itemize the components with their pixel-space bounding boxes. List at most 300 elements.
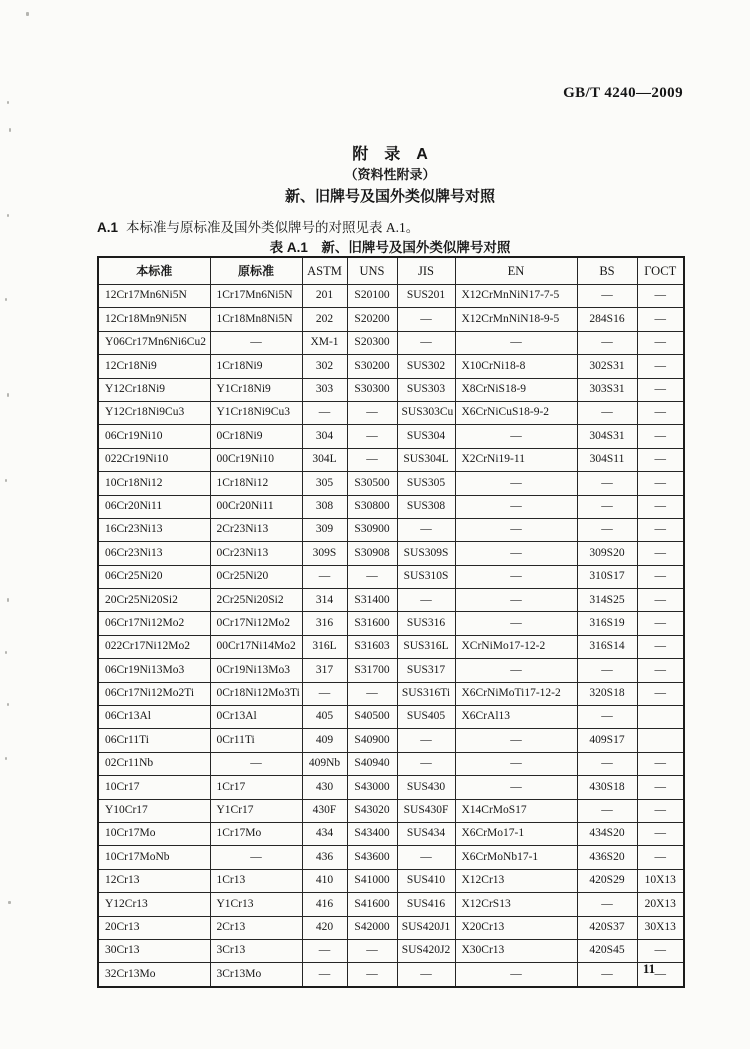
table-cell: 02Cr11Nb [98,752,210,775]
table-cell: 309S [302,542,347,565]
scan-speck [5,479,7,482]
table-cell: — [397,308,455,331]
table-cell: — [637,331,684,354]
table-cell: 2Cr13 [210,916,302,939]
table-cell: SUS304L [397,448,455,471]
table-cell: 06Cr11Ti [98,729,210,752]
table-cell: — [302,565,347,588]
table-row [98,893,684,916]
table-cell: S40900 [347,729,397,752]
table-cell: 06Cr23Ni13 [98,542,210,565]
table-cell: — [210,331,302,354]
header-cell-0: 本标准 [98,257,210,285]
table-row [98,869,684,892]
table-cell: — [347,565,397,588]
table-cell: SUS405 [397,706,455,729]
table-cell: 302 [302,355,347,378]
table-cell: 420S29 [577,869,637,892]
table-cell: S31603 [347,635,397,658]
table-cell: 320S18 [577,682,637,705]
table-cell: SUS420J1 [397,916,455,939]
table-cell: — [637,308,684,331]
table-cell: 303 [302,378,347,401]
table-cell: X6CrNiCuS18-9-2 [455,401,577,424]
table-cell: 420 [302,916,347,939]
table-cell: — [455,425,577,448]
table-cell: 2Cr25Ni20Si2 [210,589,302,612]
table-cell: — [577,285,637,308]
table-row [98,355,684,378]
table-cell: Y06Cr17Mn6Ni6Cu2 [98,331,210,354]
table-cell: S40940 [347,752,397,775]
table-cell: SUS420J2 [397,939,455,962]
table-cell: S20100 [347,285,397,308]
table-cell: — [455,776,577,799]
table-cell: X30Cr13 [455,939,577,962]
table-cell: XCrNiMo17-12-2 [455,635,577,658]
table-cell: 310S17 [577,565,637,588]
scan-speck [5,651,7,654]
table-cell: — [577,331,637,354]
table-cell: 316S19 [577,612,637,635]
table-cell: — [637,822,684,845]
scan-speck [7,598,9,602]
table-cell: 305 [302,472,347,495]
table-cell: — [577,472,637,495]
table-cell: X14CrMoS17 [455,799,577,822]
table-caption: 表 A.1 新、旧牌号及国外类似牌号对照 [269,240,511,255]
table-cell: 06Cr20Ni11 [98,495,210,518]
table-cell: 1Cr18Ni12 [210,472,302,495]
header-cell-6: BS [577,257,637,285]
table-cell: — [577,401,637,424]
header-cell-3: UNS [347,257,397,285]
table-row [98,308,684,331]
table-cell: 12Cr18Ni9 [98,355,210,378]
table-cell: — [637,589,684,612]
table-cell: 022Cr17Ni12Mo2 [98,635,210,658]
table-cell: X6CrMo17-1 [455,822,577,845]
scan-speck [5,757,7,760]
table-cell: SUS201 [397,285,455,308]
table-cell: 06Cr17Ni12Mo2 [98,612,210,635]
table-cell: 434 [302,822,347,845]
table-cell: — [302,682,347,705]
scan-speck [7,214,9,217]
table-cell: 20X13 [637,893,684,916]
table-cell: — [637,846,684,869]
table-cell: — [455,518,577,541]
table-cell: 409Nb [302,752,347,775]
table-cell: 1Cr17Mo [210,822,302,845]
table-cell: 0Cr23Ni13 [210,542,302,565]
table-cell: — [210,846,302,869]
table-cell: 06Cr17Ni12Mo2Ti [98,682,210,705]
table-row [98,682,684,705]
table-row [98,939,684,962]
table-cell: Y1Cr18Ni9Cu3 [210,401,302,424]
table-cell: 316S14 [577,635,637,658]
table-cell: — [577,495,637,518]
scan-speck [7,393,9,397]
table-cell: 308 [302,495,347,518]
table-row [98,518,684,541]
table-cell: S43600 [347,846,397,869]
table-cell: — [397,963,455,987]
table-row [98,542,684,565]
table-cell: X2CrNi19-11 [455,448,577,471]
table-cell: — [637,682,684,705]
table-cell: — [637,635,684,658]
table-cell: 405 [302,706,347,729]
table-cell: X12CrS13 [455,893,577,916]
table-cell: Y12Cr18Ni9Cu3 [98,401,210,424]
table-cell: S30908 [347,542,397,565]
table-cell: X6CrAl13 [455,706,577,729]
table-cell: 430F [302,799,347,822]
header-cell-4: JIS [397,257,455,285]
table-cell: 309 [302,518,347,541]
table-cell: X12CrMnNiN17-7-5 [455,285,577,308]
table-cell: S30300 [347,378,397,401]
table-row [98,846,684,869]
table-row [98,425,684,448]
table-cell: 00Cr19Ni10 [210,448,302,471]
table-row [98,659,684,682]
table-cell: — [347,425,397,448]
table-cell: — [455,589,577,612]
header-cell-5: EN [455,257,577,285]
table-row [98,776,684,799]
table-cell: — [637,659,684,682]
table-cell: S30900 [347,518,397,541]
table-cell: 409 [302,729,347,752]
table-cell: 314S25 [577,589,637,612]
table-cell: — [577,963,637,987]
table-cell: 314 [302,589,347,612]
scan-speck [26,12,29,16]
table-cell: S20200 [347,308,397,331]
table-cell: — [637,752,684,775]
table-cell: 201 [302,285,347,308]
table-cell: — [577,659,637,682]
table-cell: SUS309S [397,542,455,565]
table-cell: — [577,799,637,822]
table-cell: SUS303 [397,378,455,401]
table-cell: SUS430F [397,799,455,822]
table-cell: 2Cr23Ni13 [210,518,302,541]
table-cell: 304L [302,448,347,471]
table-cell: 304S31 [577,425,637,448]
header-cell-2: ASTM [302,257,347,285]
table-cell: — [302,401,347,424]
table-cell: 304 [302,425,347,448]
scan-speck [7,703,9,706]
table-cell: 1Cr13 [210,869,302,892]
table-cell: 12Cr13 [98,869,210,892]
table-cell: — [637,378,684,401]
table-cell: — [637,612,684,635]
table-cell: 00Cr17Ni14Mo2 [210,635,302,658]
table-cell: — [637,472,684,495]
table-cell: SUS304 [397,425,455,448]
table-cell: SUS310S [397,565,455,588]
table-cell: S42000 [347,916,397,939]
table-cell: X8CrNiS18-9 [455,378,577,401]
table-cell: — [637,495,684,518]
table-cell: 12Cr17Mn6Ni5N [98,285,210,308]
table-row [98,635,684,658]
table-cell: 10Cr18Ni12 [98,472,210,495]
table-cell: 1Cr17 [210,776,302,799]
table-cell: 3Cr13Mo [210,963,302,987]
table-cell: 304S11 [577,448,637,471]
table-cell: SUS316Ti [397,682,455,705]
table-cell: S40500 [347,706,397,729]
table-row [98,729,684,752]
table-cell: 436 [302,846,347,869]
table-cell: — [347,401,397,424]
table-cell: — [637,285,684,308]
table-cell: — [397,518,455,541]
table-cell: SUS416 [397,893,455,916]
table-cell: — [637,401,684,424]
table-cell: 0Cr18Ni12Mo3Ti [210,682,302,705]
table-cell: X6CrMoNb17-1 [455,846,577,869]
table-cell: 416 [302,893,347,916]
table-row [98,401,684,424]
table-cell: 10Cr17Mo [98,822,210,845]
table-cell: S43000 [347,776,397,799]
table-cell: S30500 [347,472,397,495]
table-cell: 317 [302,659,347,682]
table-cell: — [397,846,455,869]
table-cell: 0Cr18Ni9 [210,425,302,448]
table-cell: — [637,448,684,471]
table-cell: — [347,448,397,471]
standard-code: GB/T 4240—2009 [563,85,683,101]
table-cell: S20300 [347,331,397,354]
table-cell: 436S20 [577,846,637,869]
table-cell: 06Cr19Ni13Mo3 [98,659,210,682]
table-cell: S31400 [347,589,397,612]
table-cell: 420S45 [577,939,637,962]
table-cell: 302S31 [577,355,637,378]
table-row [98,448,684,471]
table-cell: SUS316 [397,612,455,635]
table-cell: — [455,542,577,565]
scan-speck [8,901,11,904]
table-cell: 410 [302,869,347,892]
table-cell: S41000 [347,869,397,892]
table-cell: — [455,565,577,588]
table-cell: — [302,963,347,987]
table-cell: — [637,799,684,822]
table-cell: X20Cr13 [455,916,577,939]
table-cell: 3Cr13 [210,939,302,962]
table-cell: 430 [302,776,347,799]
table-cell: — [397,331,455,354]
table-cell: 1Cr17Mn6Ni5N [210,285,302,308]
table-row [98,565,684,588]
table-cell [637,729,684,752]
table-row [98,472,684,495]
table-cell: 0Cr19Ni13Mo3 [210,659,302,682]
table-row [98,799,684,822]
table-cell: X10CrNi18-8 [455,355,577,378]
table-cell: XM-1 [302,331,347,354]
table-cell: 12Cr18Mn9Ni5N [98,308,210,331]
table-cell: 0Cr13Al [210,706,302,729]
table-body [98,285,684,987]
grade-comparison-table [97,256,685,988]
table-cell: SUS410 [397,869,455,892]
table-cell: SUS317 [397,659,455,682]
table-cell: S43020 [347,799,397,822]
table-cell: S30800 [347,495,397,518]
table-cell: 10Cr17 [98,776,210,799]
table-cell: — [455,659,577,682]
table-cell: — [397,752,455,775]
clause-label: A.1 [97,220,119,235]
table-cell: — [210,752,302,775]
scan-speck [9,128,11,132]
table-cell: 00Cr20Ni11 [210,495,302,518]
table-cell: 430S18 [577,776,637,799]
appendix-title: 附 录 A [352,146,428,163]
table-cell: — [455,729,577,752]
table-cell: 30Cr13 [98,939,210,962]
table-cell: SUS434 [397,822,455,845]
table-cell: SUS316L [397,635,455,658]
table-cell: — [577,518,637,541]
table-cell: 1Cr18Ni9 [210,355,302,378]
table-cell: — [347,682,397,705]
clause-a1 [97,216,683,236]
table-row [98,752,684,775]
table-cell: — [637,963,684,987]
table-row [98,495,684,518]
table-cell: 06Cr19Ni10 [98,425,210,448]
table-cell: — [455,752,577,775]
table-cell: Y1Cr13 [210,893,302,916]
table-cell: S43400 [347,822,397,845]
table-cell: 202 [302,308,347,331]
table-cell: X12Cr13 [455,869,577,892]
table-cell: X6CrNiMoTi17-12-2 [455,682,577,705]
table-cell: 309S20 [577,542,637,565]
table-cell: S41600 [347,893,397,916]
table-cell: — [577,706,637,729]
table-row [98,822,684,845]
table-cell: 0Cr11Ti [210,729,302,752]
table-row [98,612,684,635]
table-cell: — [347,963,397,987]
table-cell: Y12Cr18Ni9 [98,378,210,401]
table-cell: 10X13 [637,869,684,892]
table-cell: SUS303Cu [397,401,455,424]
table-header-row [98,257,684,285]
table-cell: S31700 [347,659,397,682]
table-row [98,331,684,354]
appendix-note: （资料性附录） [344,167,436,182]
table-cell: — [637,542,684,565]
table-cell: — [397,589,455,612]
table-cell: 409S17 [577,729,637,752]
table-cell: — [455,331,577,354]
table-row [98,378,684,401]
table-row [98,589,684,612]
table-cell: — [637,518,684,541]
table-cell: 16Cr23Ni13 [98,518,210,541]
table-row [98,285,684,308]
table-cell: 303S31 [577,378,637,401]
table-cell: — [455,963,577,987]
table-cell: 420S37 [577,916,637,939]
table-cell [637,706,684,729]
table-cell: — [455,612,577,635]
header-cell-1: 原标准 [210,257,302,285]
table-cell: — [637,565,684,588]
table-cell: — [637,355,684,378]
appendix-heading: 新、旧牌号及国外类似牌号对照 [284,188,495,205]
scan-speck [5,298,7,301]
table-cell: SUS430 [397,776,455,799]
table-cell: — [347,939,397,962]
scan-speck [7,101,9,104]
table-cell: 0Cr25Ni20 [210,565,302,588]
table-cell: 434S20 [577,822,637,845]
table-cell: 06Cr25Ni20 [98,565,210,588]
table-cell: SUS308 [397,495,455,518]
table-cell: SUS305 [397,472,455,495]
table-cell: 284S16 [577,308,637,331]
table-cell: — [637,776,684,799]
table-cell: Y10Cr17 [98,799,210,822]
table-cell: S31600 [347,612,397,635]
table-cell: — [455,495,577,518]
table-cell: 30X13 [637,916,684,939]
clause-text: 本标准与原标准及国外类似牌号的对照见表 A.1。 [126,220,420,235]
table-cell: — [637,425,684,448]
table-cell: — [577,893,637,916]
table-row [98,706,684,729]
table-cell: 316L [302,635,347,658]
table-row [98,916,684,939]
table-cell: 06Cr13Al [98,706,210,729]
table-cell: Y1Cr17 [210,799,302,822]
table-cell: X12CrMnNiN18-9-5 [455,308,577,331]
table-cell: Y12Cr13 [98,893,210,916]
table-cell: 32Cr13Mo [98,963,210,987]
table-cell: S30200 [347,355,397,378]
table-cell: 022Cr19Ni10 [98,448,210,471]
table-cell: 20Cr25Ni20Si2 [98,589,210,612]
table-cell: — [302,939,347,962]
header-cell-7: ГОСТ [637,257,684,285]
table-row [98,963,684,987]
table-cell: Y1Cr18Ni9 [210,378,302,401]
table-cell: 10Cr17MoNb [98,846,210,869]
table-cell: 0Cr17Ni12Mo2 [210,612,302,635]
table-cell: — [637,939,684,962]
table-cell: 1Cr18Mn8Ni5N [210,308,302,331]
table-cell: — [397,729,455,752]
table-cell: 20Cr13 [98,916,210,939]
page-number: 11 [642,961,656,976]
table-cell: SUS302 [397,355,455,378]
table-cell: — [455,472,577,495]
